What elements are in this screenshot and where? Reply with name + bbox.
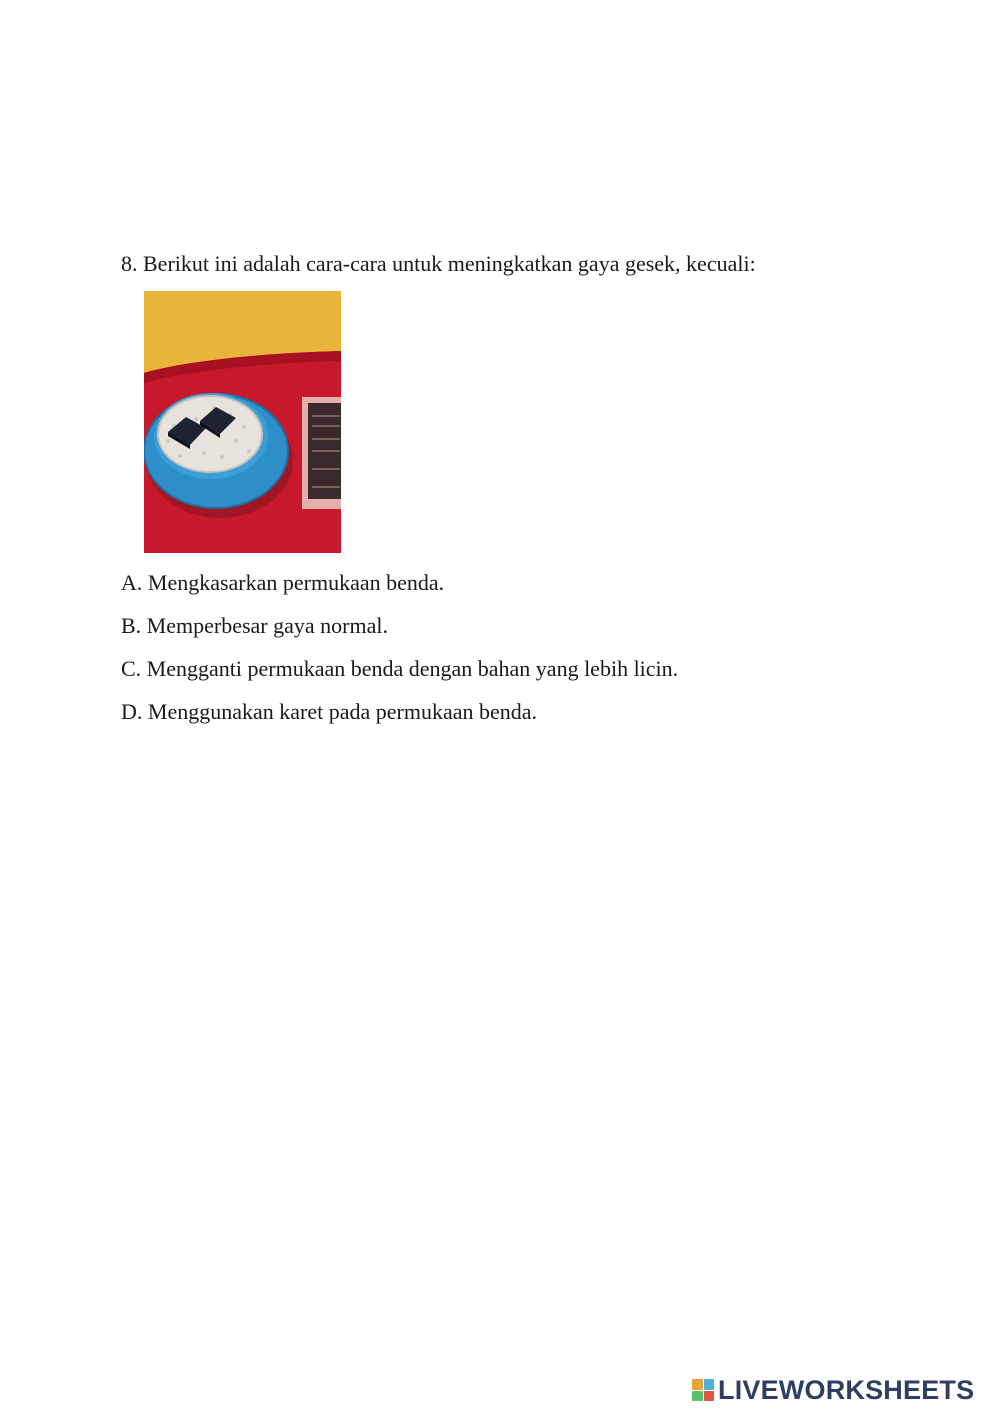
answer-options [121,569,678,741]
option-d[interactable]: D. Menggunakan karet pada permukaan benda. [121,699,538,724]
question-photo [144,291,341,553]
liveworksheets-logo [692,1373,974,1407]
logo-text: LIVEWORKSHEETS [718,1374,975,1405]
option-a[interactable]: A. Mengkasarkan permukaan benda. [121,570,445,595]
option-c[interactable]: C. Mengganti permukaan benda dengan bahan yang lebih licin. [121,656,679,681]
option-b[interactable]: B. Memperbesar gaya normal. [121,613,388,638]
question-text: 8. Berikut ini adalah cara-cara untuk meningkatkan gaya gesek, kecuali: [121,251,756,276]
logo-mark-icon [692,1379,714,1401]
